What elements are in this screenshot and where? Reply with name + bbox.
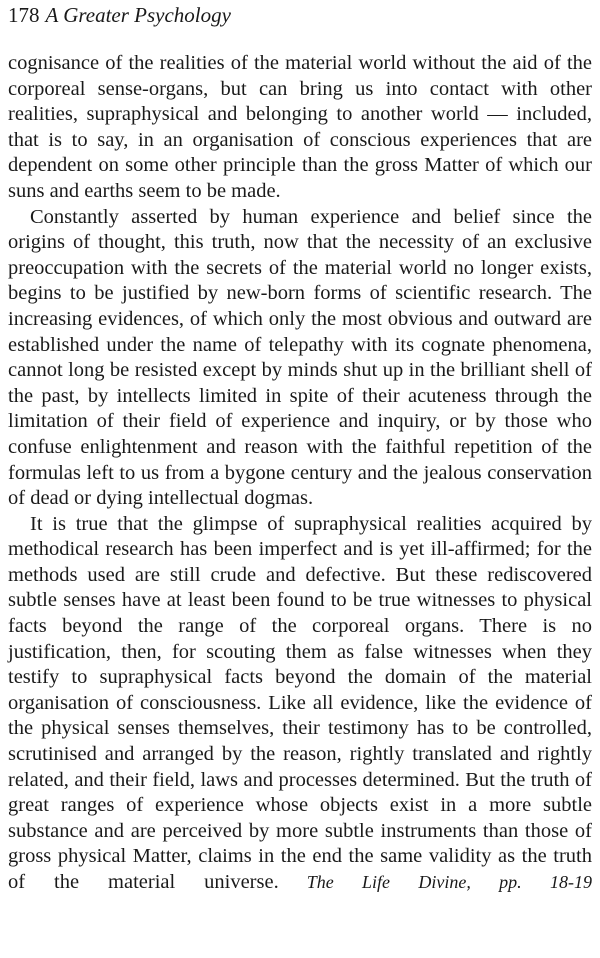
paragraph-2: Constantly asserted by human experience and belief since the origins of thought, this truth, now that the necessity of an exclusive preoccupation with the secrets of the material world no longer exists, begins to be justified by new-born forms of scientific research. The increasing evidences, of which only the most obvious and outward are established under the name of telepathy with its cognate phenomena, cannot long be resisted except by minds shut up in the brilliant shell of the past, by intellects limited in spite of their acuteness through the limitation of their field of experience and inquiry, or by those who confuse enlightenment and reason with the faithful repetition of the formulas left to us from a bygone century and the jealous conservation of dead or dying intellectual dogmas. [8,205,592,510]
page-number: 178 [8,3,40,27]
book-title: A Greater Psychology [45,3,231,27]
paragraph-3-text: It is true that the glimpse of supraphysical realities acquired by methodical research has been imperfect and is yet ill-affirmed; for the methods used are still crude and defective. But these rediscovered subtle senses have at least been found to be true witnesses to physical facts beyond the range of the corporeal organs. There is no justification, then, for scouting them as false witnesses when they testify to supraphysical facts beyond the domain of the material organisation of consciousness. Like all evidence, like the evidence of the physical senses themselves, their testimony has to be controlled, scrutinised and arranged by the reason, rightly translated and rightly related, and their field, laws and processes determined. But the truth of great ranges of experience whose objects exist in a more subtle substance and are perceived by more subtle instruments than those of gross physical Matter, claims in the end the same validity as the truth of the material universe. [8,512,592,893]
running-head [8,2,231,28]
body-text [8,51,592,896]
source-citation: The Life Divine, pp. 18-19 [306,872,592,892]
paragraph-3 [8,512,592,896]
paragraph-1: cognisance of the realities of the material world without the aid of the corporeal sense-organs, but can bring us into contact with other realities, supraphysical and belonging to another world — included, that is to say, in an organisation of conscious experiences that are dependent on some other principle than the gross Matter of which our suns and earths seem to be made. [8,52,592,202]
